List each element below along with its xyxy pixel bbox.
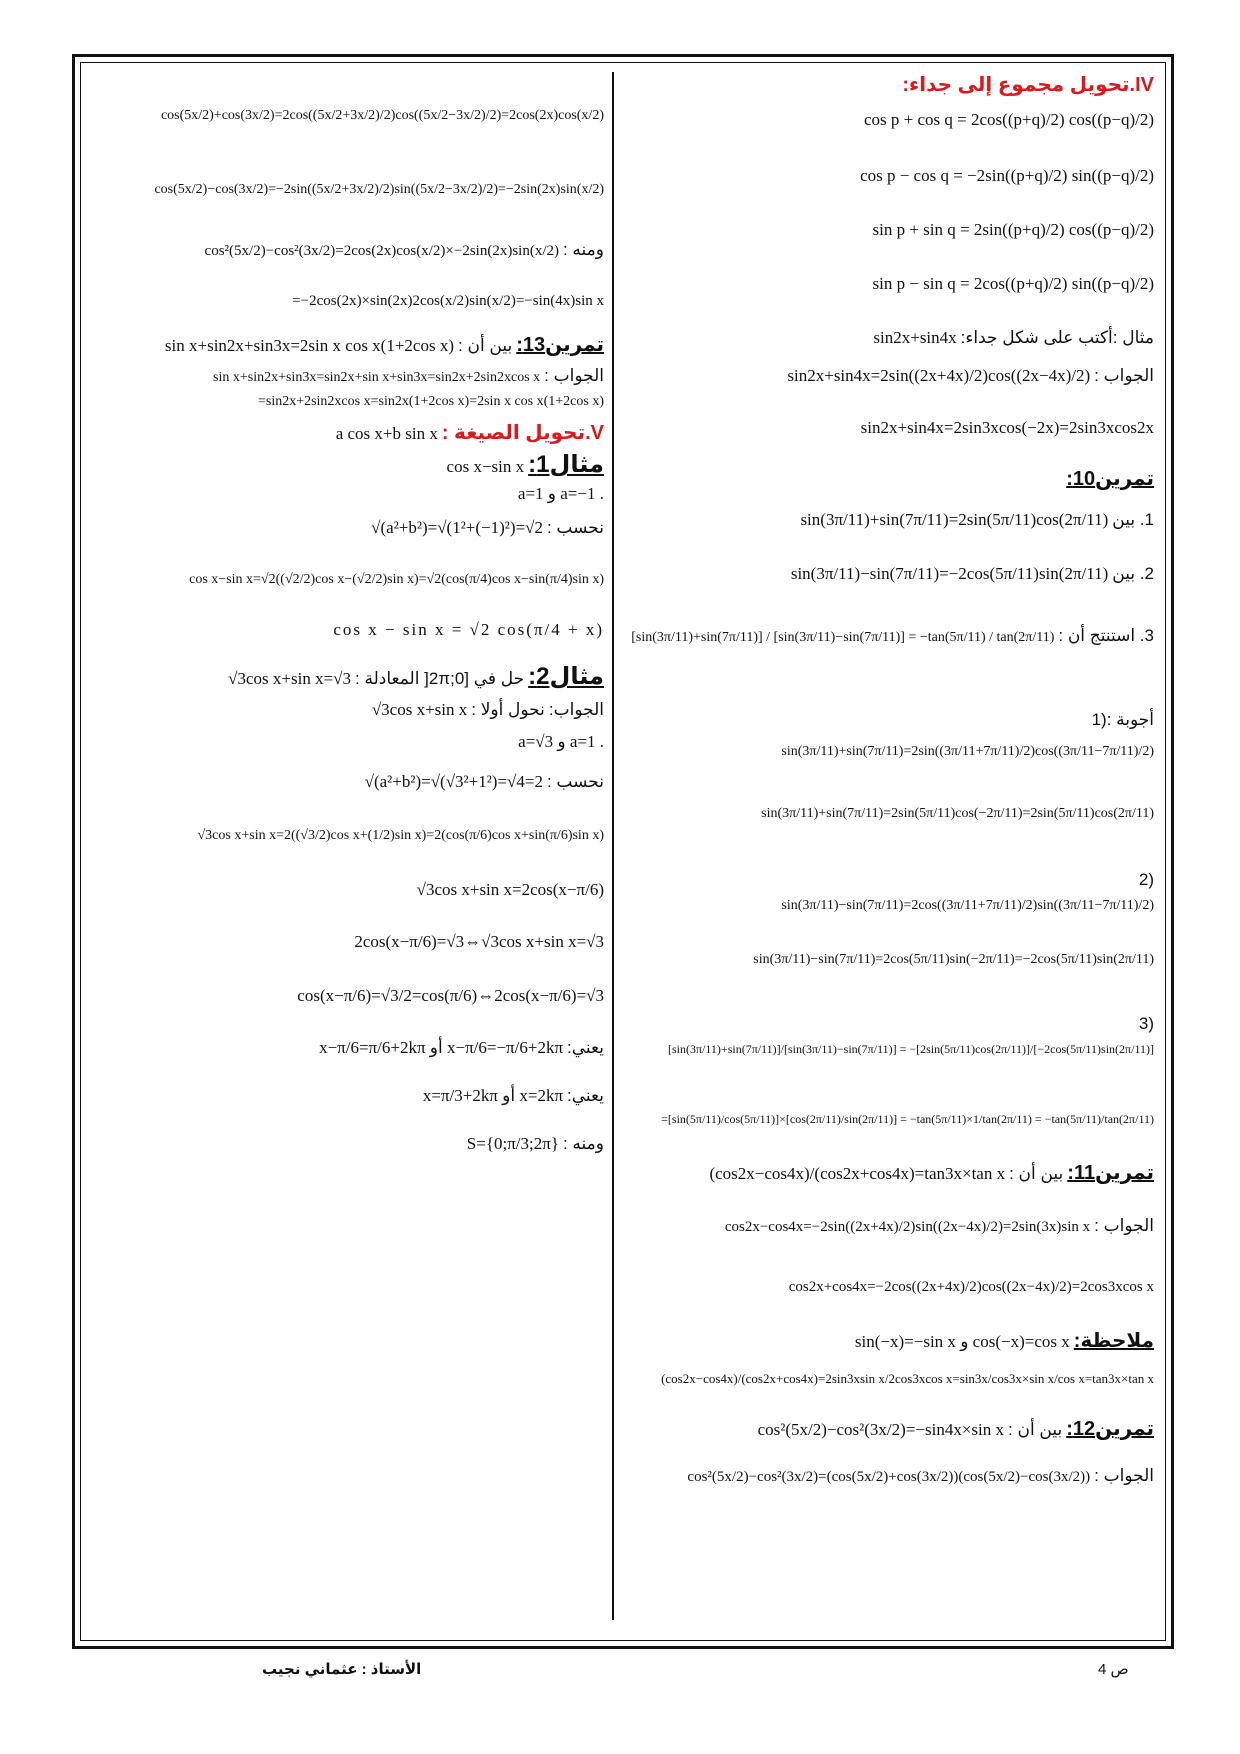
- ex11-answer-2: cos2x+cos4x=−2cos((2x+4x)/2)cos((2x−4x)/2)=2cos3xcos x: [788, 1279, 1154, 1295]
- example-2-expr: √3cos x+sin x: [371, 700, 468, 719]
- example-2-line-6: x=π/3+2kπ أو x=2kπ: [422, 1086, 564, 1105]
- example-2-final-label: ومنه :: [562, 1134, 604, 1153]
- example-2-norm: √(a²+b²)=√(√3²+1²)=√4=2: [364, 772, 543, 791]
- example-1-line: cos x−sin x=√2((√2/2)cos x−(√2/2)sin x)=√2(cos(π/4)cos x−sin(π/4)sin x): [189, 572, 604, 587]
- page-border-inner: [80, 62, 1166, 1641]
- compute-label-1: نحسب :: [546, 518, 604, 537]
- ex10-q1: sin(3π/11)+sin(7π/11)=2sin(5π/11)cos(2π/11): [800, 510, 1109, 529]
- formula-cos-diff: cos p − cos q = −2sin((p+q)/2) sin((p−q)/2): [860, 166, 1154, 185]
- answer-1b: sin(3π/11)+sin(7π/11)=2sin(5π/11)cos(−2π/11)=2sin(5π/11)cos(2π/11): [761, 806, 1154, 821]
- answer-2b: sin(3π/11)−sin(7π/11)=2cos(5π/11)sin(−2π/11)=−2cos(5π/11)sin(2π/11): [753, 952, 1154, 967]
- example-2-final: S={0;π/3;2π}: [466, 1134, 559, 1153]
- left-line-4: =−2cos(2x)×sin(2x)2cos(x/2)sin(x/2)=−sin(4x)sin x: [292, 293, 604, 309]
- example-1-result: cos x − sin x = √2 cos(π/4 + x): [333, 620, 604, 639]
- ex13-answer-label: الجواب :: [544, 366, 604, 385]
- formula-cos-sum: cos p + cos q = 2cos((p+q)/2) cos((p−q)/2): [864, 110, 1154, 129]
- ex11-expr: (cos2x−cos4x)/(cos2x+cos4x)=tan3x×tan x: [709, 1164, 1006, 1183]
- example-1-coef: a=1 و a=−1 .: [517, 484, 604, 503]
- ex10-q1-label: 1. بين: [1112, 510, 1154, 529]
- ex10-q2-label: 2. بين: [1112, 564, 1154, 583]
- left-line-2: cos(5x/2)−cos(3x/2)=−2sin((5x/2+3x/2)/2)sin((5x/2−3x/2)/2)=−2sin(2x)sin(x/2): [154, 182, 604, 197]
- example-1-title: مثال1:: [528, 451, 604, 478]
- formula-sin-sum: sin p + sin q = 2sin((p+q)/2) cos((p−q)/2): [872, 220, 1154, 239]
- ex13-answer-1: sin x+sin2x+sin3x=sin2x+sin x+sin3x=sin2x+2sin2xcos x: [213, 370, 541, 385]
- formula-sin-diff: sin p − sin q = 2cos((p+q)/2) sin((p−q)/2): [872, 274, 1154, 293]
- answer-label: الجواب :: [1094, 366, 1154, 385]
- section-4-title: IV.تحويل مجموع إلى جداء:: [902, 74, 1154, 96]
- answer-2a: sin(3π/11)−sin(7π/11)=2cos((3π/11+7π/11)/2)sin((3π/11−7π/11)/2): [781, 898, 1154, 913]
- ex10-q3-label: 3. استنتج أن :: [1058, 626, 1154, 645]
- ex12-answer: cos²(5x/2)−cos²(3x/2)=(cos(5x/2)+cos(3x/2))(cos(5x/2)−cos(3x/2)): [687, 1469, 1091, 1485]
- teacher-name: الأستاذ : عثماني نجيب: [262, 1661, 422, 1678]
- ex10-q2: sin(3π/11)−sin(7π/11)=−2cos(5π/11)sin(2π/11): [790, 564, 1109, 583]
- column-divider: [612, 72, 614, 1620]
- ex11-prompt: بين أن :: [1009, 1164, 1064, 1183]
- ex12-expr: cos²(5x/2)−cos²(3x/2)=−sin4x×sin x: [757, 1420, 1005, 1439]
- example-label: مثال :أكتب على شكل جداء:: [960, 328, 1154, 347]
- section-5-title: V.تحويل الصيغة :: [441, 422, 604, 444]
- example-expr: sin2x+sin4x: [873, 328, 957, 347]
- example-2-first: نحول أولا :: [471, 700, 545, 719]
- answer-1a: sin(3π/11)+sin(7π/11)=2sin((3π/11+7π/11)/2)cos((3π/11−7π/11)/2): [781, 744, 1154, 759]
- example-2-title: مثال2:: [528, 663, 604, 690]
- ex11-answer-label: الجواب :: [1094, 1216, 1154, 1235]
- means-label-2: يعني:: [567, 1086, 604, 1105]
- example-2-answer-label: الجواب:: [548, 700, 604, 719]
- answer-3a: [sin(3π/11)+sin(7π/11)]/[sin(3π/11)−sin(7π/11)] = −[2sin(5π/11)cos(2π/11)]/[−2cos(5π/11)sin(2π/11)]: [667, 1042, 1154, 1056]
- left-line-3: cos²(5x/2)−cos²(3x/2)=2cos(2x)cos(x/2)×−2sin(2x)sin(x/2): [204, 243, 559, 259]
- example-2-eq: √3cos x+sin x=√3: [228, 669, 352, 688]
- note-expr: sin(−x)=−sin x و cos(−x)=cos x: [854, 1332, 1070, 1351]
- example-2-coef: a=√3 و a=1 .: [518, 732, 604, 751]
- ex13-prompt: بين أن :: [458, 336, 513, 355]
- example-2-line-1: √3cos x+sin x=2((√3/2)cos x+(1/2)sin x)=2(cos(π/6)cos x+sin(π/6)sin x): [197, 828, 604, 843]
- example-1-norm: √(a²+b²)=√(1²+(−1)²)=√2: [371, 518, 543, 537]
- compute-label-2: نحسب :: [546, 772, 604, 791]
- example-2-line-2: √3cos x+sin x=2cos(x−π/6): [416, 880, 604, 899]
- ex11-final: (cos2x−cos4x)/(cos2x+cos4x)=2sin3xsin x/2cos3xcos x=sin3x/cos3x×sin x/cos x=tan3x×tan x: [661, 1371, 1154, 1386]
- ex10-q3: [sin(3π/11)+sin(7π/11)] / [sin(3π/11)−sin(7π/11)] = −tan(5π/11) / tan(2π/11): [631, 630, 1055, 645]
- exercise-11-title: تمرين11:: [1067, 1162, 1154, 1184]
- ex12-prompt: بين أن :: [1008, 1420, 1063, 1439]
- left-line-1: cos(5x/2)+cos(3x/2)=2cos((5x/2+3x/2)/2)cos((5x/2−3x/2)/2)=2cos(2x)cos(x/2): [160, 108, 604, 123]
- example-2-line-3: 2cos(x−π/6)=√3⇔√3cos x+sin x=√3: [354, 932, 604, 951]
- section-5-expr: a cos x+b sin x: [335, 424, 438, 443]
- example-2-line-4: cos(x−π/6)=√3/2=cos(π/6)⇔2cos(x−π/6)=√3: [297, 986, 604, 1005]
- therefore-label: ومنه :: [562, 240, 604, 259]
- example-1-expr: cos x−sin x: [446, 457, 525, 476]
- answer-2-label: (2: [1138, 870, 1154, 889]
- answer-line-2: sin2x+sin4x=2sin3xcos(−2x)=2sin3xcos2x: [860, 418, 1154, 437]
- example-2-prompt: حل في [0;2π[ المعادلة :: [355, 669, 525, 688]
- answer-3-label: (3: [1138, 1014, 1154, 1033]
- ex13-answer-2: =sin2x+2sin2xcos x=sin2x(1+2cos x)=2sin x cos x(1+2cos x): [257, 394, 604, 409]
- answer-line-1: sin2x+sin4x=2sin((2x+4x)/2)cos((2x−4x)/2): [787, 366, 1091, 385]
- exercise-10-title: تمرين10:: [1066, 468, 1154, 490]
- page-number: ص 4: [1098, 1661, 1129, 1678]
- exercise-12-title: تمرين12:: [1066, 1418, 1154, 1440]
- ex13-expr: sin x+sin2x+sin3x=2sin x cos x(1+2cos x): [164, 336, 455, 355]
- ex11-answer-1: cos2x−cos4x=−2sin((2x+4x)/2)sin((2x−4x)/2)=2sin(3x)sin x: [724, 1219, 1091, 1235]
- answer-3b: =[sin(5π/11)/cos(5π/11)]×[cos(2π/11)/sin(2π/11)] = −tan(5π/11)×1/tan(2π/11) = −tan(5π/11)/tan(2π/11): [661, 1112, 1154, 1126]
- means-label-1: يعني:: [567, 1038, 604, 1057]
- exercise-13-title: تمرين13:: [516, 334, 604, 356]
- example-2-line-5: x−π/6=π/6+2kπ أو x−π/6=−π/6+2kπ: [319, 1038, 564, 1057]
- note-title: ملاحظة:: [1073, 1330, 1154, 1352]
- ex12-answer-label: الجواب :: [1094, 1466, 1154, 1485]
- answers-label: أجوبة :(1: [1091, 710, 1154, 729]
